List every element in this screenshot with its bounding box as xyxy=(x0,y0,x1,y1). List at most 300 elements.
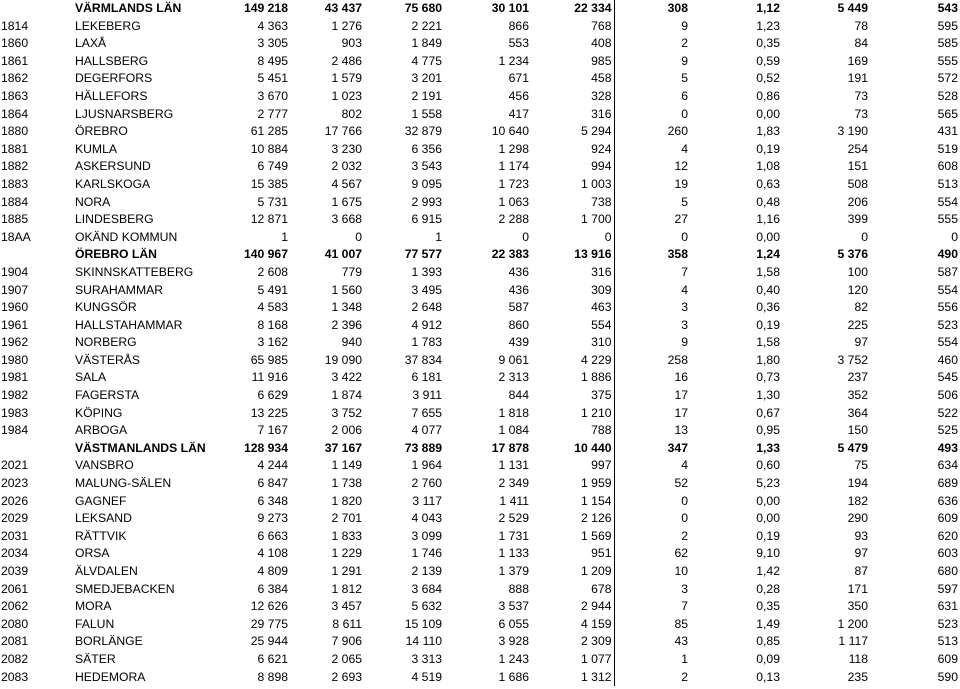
value-cell-9: 525 xyxy=(937,423,958,438)
municipality-name: KUNGSÖR xyxy=(75,300,137,315)
value-cell-4: 22 383 xyxy=(491,247,529,262)
value-cell-1: 9 273 xyxy=(257,511,288,526)
value-cell-1: 3 670 xyxy=(257,88,288,103)
value-cell-8: 118 xyxy=(848,651,868,666)
value-cell-1: 5 731 xyxy=(257,194,288,209)
value-cell-9: 523 xyxy=(937,616,958,631)
value-cell-8: 171 xyxy=(847,581,868,596)
value-cell-5: 4 229 xyxy=(531,352,614,370)
value-cell-5: 678 xyxy=(531,581,614,599)
municipality-code: 2083 xyxy=(1,669,29,684)
municipality-code xyxy=(0,440,72,458)
value-cell-7: 0,00 xyxy=(756,493,780,508)
value-cell-2: 1 348 xyxy=(331,300,362,315)
table-row xyxy=(0,545,960,563)
table-row xyxy=(0,475,960,493)
table-row xyxy=(0,457,960,475)
municipality-code: 1982 xyxy=(1,388,29,403)
value-cell-8: 97 xyxy=(854,546,868,561)
value-cell-6: 3 xyxy=(681,317,688,332)
value-cell-7: 0,48 xyxy=(756,194,780,209)
value-cell-4: 1 234 xyxy=(498,53,529,68)
value-cell-6: 258 xyxy=(667,352,688,367)
value-cell-3: 1 558 xyxy=(411,106,442,121)
value-cell-6: 0 xyxy=(681,511,688,526)
municipality-name: RÄTTVIK xyxy=(75,528,127,543)
value-cell-5: 1 154 xyxy=(531,493,614,511)
value-cell-2: 1 738 xyxy=(331,476,362,491)
value-cell-1: 3 162 xyxy=(257,335,288,350)
municipality-code: 2039 xyxy=(1,564,29,578)
value-cell-7: 0,19 xyxy=(756,528,780,543)
value-cell-2: 2 486 xyxy=(331,53,362,68)
municipality-code: 1862 xyxy=(1,71,29,86)
value-cell-1: 25 944 xyxy=(250,634,288,649)
value-cell-4: 844 xyxy=(508,388,529,403)
value-cell-9: 631 xyxy=(937,599,958,614)
value-cell-2: 1 579 xyxy=(331,71,362,86)
value-cell-7: 1,30 xyxy=(756,388,780,403)
value-cell-3: 9 095 xyxy=(411,176,442,191)
municipality-code: 1860 xyxy=(1,36,29,51)
value-cell-4: 0 xyxy=(522,229,529,244)
value-cell-2: 3 457 xyxy=(331,599,362,614)
value-cell-4: 436 xyxy=(508,264,529,279)
value-cell-5: 2 126 xyxy=(531,510,614,528)
value-cell-2: 3 230 xyxy=(331,141,362,156)
value-cell-5: 13 916 xyxy=(531,246,614,264)
value-cell-9: 597 xyxy=(937,581,958,596)
value-cell-8: 350 xyxy=(847,599,868,614)
value-cell-1: 6 621 xyxy=(257,651,288,666)
table-row xyxy=(0,194,960,212)
value-cell-3: 7 655 xyxy=(411,405,442,420)
value-cell-2: 2 693 xyxy=(331,669,362,684)
value-cell-4: 1 686 xyxy=(498,669,529,684)
municipality-code: 1983 xyxy=(1,405,29,420)
value-cell-6: 3 xyxy=(681,300,688,315)
value-cell-8: 194 xyxy=(847,476,868,491)
municipality-name: VANSBRO xyxy=(75,458,134,473)
municipality-name: SALA xyxy=(75,370,107,385)
table-row xyxy=(0,106,960,124)
municipality-name: LEKSAND xyxy=(75,511,132,526)
value-cell-3: 3 543 xyxy=(411,159,442,174)
value-cell-3: 1 393 xyxy=(411,264,442,279)
value-cell-4: 1 818 xyxy=(498,405,529,420)
municipality-name: BORLÄNGE xyxy=(75,634,143,649)
value-cell-7: 1,49 xyxy=(756,616,780,631)
municipality-code: 2023 xyxy=(1,476,29,491)
value-cell-6: 2 xyxy=(681,669,688,684)
value-cell-6: 85 xyxy=(674,616,688,631)
value-cell-8: 75 xyxy=(854,458,868,473)
value-cell-3: 3 911 xyxy=(412,388,442,403)
value-cell-1: 6 629 xyxy=(257,388,288,403)
value-cell-5: 1 210 xyxy=(531,405,614,423)
value-cell-3: 4 912 xyxy=(411,317,442,332)
value-cell-7: 0,52 xyxy=(756,71,780,86)
value-cell-1: 11 916 xyxy=(251,370,288,385)
value-cell-7: 0,35 xyxy=(756,599,780,614)
value-cell-1: 12 626 xyxy=(250,599,288,614)
value-cell-5: 309 xyxy=(531,282,614,300)
municipality-code: 1904 xyxy=(1,264,29,279)
value-cell-7: 1,83 xyxy=(756,124,780,139)
value-cell-7: 9,10 xyxy=(756,546,780,561)
value-cell-5: 375 xyxy=(531,387,614,405)
value-cell-4: 439 xyxy=(508,335,529,350)
value-cell-4: 456 xyxy=(508,88,529,103)
value-cell-8: 73 xyxy=(854,106,868,121)
value-cell-9: 565 xyxy=(937,106,958,121)
value-cell-7: 0,35 xyxy=(756,36,780,51)
value-cell-9: 585 xyxy=(937,36,958,51)
value-cell-3: 6 356 xyxy=(411,141,442,156)
municipality-name: LJUSNARSBERG xyxy=(75,106,174,121)
value-cell-1: 4 809 xyxy=(257,564,288,578)
value-cell-7: 0,09 xyxy=(756,651,780,666)
value-cell-3: 3 099 xyxy=(411,528,442,543)
table-row xyxy=(0,369,960,387)
value-cell-9: 620 xyxy=(937,528,958,543)
municipality-name: SURAHAMMAR xyxy=(75,282,164,297)
value-cell-9: 493 xyxy=(937,440,958,455)
value-cell-2: 1 149 xyxy=(331,458,362,473)
value-cell-1: 2 777 xyxy=(257,106,288,121)
value-cell-7: 1,16 xyxy=(756,212,780,227)
table-row xyxy=(0,88,960,106)
value-cell-1: 5 491 xyxy=(257,282,288,297)
value-cell-7: 0,00 xyxy=(756,229,780,244)
value-cell-8: 235 xyxy=(847,669,868,684)
value-cell-6: 12 xyxy=(674,159,688,174)
table-row xyxy=(0,510,960,528)
value-cell-2: 17 766 xyxy=(324,124,362,139)
value-cell-9: 689 xyxy=(937,476,958,491)
municipality-code: 1814 xyxy=(1,18,29,33)
value-cell-7: 0,19 xyxy=(756,317,780,332)
municipality-name: SMEDJEBACKEN xyxy=(75,581,175,596)
value-cell-6: 43 xyxy=(674,634,688,649)
table-row xyxy=(0,387,960,405)
value-cell-7: 1,58 xyxy=(756,335,780,350)
municipality-name: GAGNEF xyxy=(75,493,127,508)
value-cell-8: 150 xyxy=(847,423,868,438)
value-cell-1: 8 495 xyxy=(257,53,288,68)
municipality-code: 2081 xyxy=(1,634,29,649)
value-cell-3: 4 077 xyxy=(411,423,442,438)
value-cell-2: 1 560 xyxy=(331,282,362,297)
value-cell-4: 860 xyxy=(508,317,529,332)
municipality-code: 2031 xyxy=(1,528,29,543)
value-cell-9: 513 xyxy=(937,634,958,649)
municipality-code: 1864 xyxy=(1,106,29,121)
municipality-code xyxy=(0,246,72,264)
value-cell-8: 78 xyxy=(854,18,868,33)
value-cell-7: 0,85 xyxy=(756,634,780,649)
value-cell-4: 1 063 xyxy=(498,194,529,209)
value-cell-2: 1 833 xyxy=(331,528,362,543)
county-name: VÄSTMANLANDS LÄN xyxy=(75,440,206,455)
value-cell-8: 254 xyxy=(847,141,868,156)
value-cell-1: 12 871 xyxy=(250,212,288,227)
value-cell-7: 0,60 xyxy=(756,458,780,473)
municipality-name: HALLSTAHAMMAR xyxy=(75,317,183,332)
value-cell-1: 6 384 xyxy=(257,581,288,596)
municipality-code: 2082 xyxy=(1,651,29,666)
value-cell-3: 4 519 xyxy=(411,669,442,684)
value-cell-5: 316 xyxy=(531,264,614,282)
value-cell-2: 2 006 xyxy=(331,423,362,438)
value-cell-2: 1 229 xyxy=(331,546,362,561)
value-cell-6: 16 xyxy=(674,370,688,385)
value-cell-4: 9 061 xyxy=(498,352,529,367)
value-cell-3: 3 684 xyxy=(411,581,442,596)
value-cell-9: 460 xyxy=(937,352,958,367)
table-row xyxy=(0,53,960,71)
value-cell-2: 7 906 xyxy=(331,634,362,649)
table-row xyxy=(0,158,960,176)
municipality-name: LINDESBERG xyxy=(75,212,154,227)
value-cell-6: 4 xyxy=(681,141,688,156)
value-cell-6: 4 xyxy=(681,282,688,297)
value-cell-5: 768 xyxy=(531,18,614,36)
value-cell-3: 3 201 xyxy=(411,71,442,86)
value-cell-5: 1 700 xyxy=(531,211,614,229)
value-cell-9: 609 xyxy=(937,511,958,526)
value-cell-2: 3 422 xyxy=(331,370,362,385)
value-cell-3: 32 879 xyxy=(404,124,442,139)
value-cell-2: 37 167 xyxy=(324,440,362,455)
value-cell-9: 587 xyxy=(937,264,958,279)
value-cell-6: 1 xyxy=(681,651,688,666)
value-cell-4: 3 537 xyxy=(498,599,529,614)
value-cell-3: 2 648 xyxy=(411,300,442,315)
value-cell-2: 1 291 xyxy=(331,564,362,578)
value-cell-9: 556 xyxy=(937,300,958,315)
value-cell-6: 7 xyxy=(681,599,688,614)
value-cell-3: 2 191 xyxy=(411,88,442,103)
value-cell-4: 2 349 xyxy=(498,476,529,491)
value-cell-3: 1 xyxy=(435,229,442,244)
value-cell-8: 0 xyxy=(861,229,868,244)
value-cell-4: 587 xyxy=(508,300,529,315)
table-row xyxy=(0,35,960,53)
municipality-name: LEKEBERG xyxy=(75,18,141,33)
value-cell-5: 328 xyxy=(531,88,614,106)
value-cell-5: 316 xyxy=(531,106,614,124)
table-row xyxy=(0,70,960,88)
value-cell-5: 554 xyxy=(531,317,614,335)
value-cell-8: 100 xyxy=(847,264,868,279)
municipality-name: ARBOGA xyxy=(75,423,128,438)
value-cell-7: 1,33 xyxy=(756,440,780,455)
municipality-code: 1880 xyxy=(1,124,29,139)
value-cell-1: 128 934 xyxy=(243,440,288,455)
table-row xyxy=(0,141,960,159)
value-cell-4: 1 379 xyxy=(498,564,529,578)
value-cell-2: 2 396 xyxy=(331,317,362,332)
value-cell-5: 924 xyxy=(531,141,614,159)
value-cell-2: 1 276 xyxy=(331,18,362,33)
value-cell-2: 8 611 xyxy=(332,616,362,631)
value-cell-8: 3 752 xyxy=(837,352,868,367)
value-cell-1: 149 218 xyxy=(243,1,288,15)
value-cell-4: 30 101 xyxy=(491,1,529,15)
value-cell-3: 77 577 xyxy=(404,247,442,262)
table-row xyxy=(0,405,960,423)
value-cell-5: 1 569 xyxy=(531,528,614,546)
value-cell-1: 4 108 xyxy=(257,546,288,561)
value-cell-5: 994 xyxy=(531,158,614,176)
value-cell-5: 1 077 xyxy=(531,651,614,669)
value-cell-1: 3 305 xyxy=(257,36,288,51)
value-cell-1: 8 168 xyxy=(257,317,288,332)
value-cell-2: 779 xyxy=(341,264,362,279)
value-cell-6: 9 xyxy=(681,335,688,350)
value-cell-3: 1 783 xyxy=(411,335,442,350)
value-cell-1: 7 167 xyxy=(257,423,288,438)
value-cell-2: 43 437 xyxy=(324,1,362,15)
value-cell-7: 1,08 xyxy=(756,159,780,174)
value-cell-4: 436 xyxy=(508,282,529,297)
value-cell-9: 523 xyxy=(937,317,958,332)
value-cell-9: 554 xyxy=(937,194,958,209)
municipality-code: 1863 xyxy=(1,88,29,103)
value-cell-6: 2 xyxy=(681,528,688,543)
municipality-name: SÄTER xyxy=(75,651,116,666)
value-cell-6: 2 xyxy=(681,36,688,51)
value-cell-9: 543 xyxy=(937,1,958,15)
value-cell-5: 22 334 xyxy=(531,0,614,18)
value-cell-6: 4 xyxy=(681,458,688,473)
value-cell-7: 0,67 xyxy=(756,405,780,420)
value-cell-2: 1 874 xyxy=(331,388,362,403)
value-cell-9: 554 xyxy=(937,282,958,297)
value-cell-4: 2 529 xyxy=(498,511,529,526)
value-cell-4: 417 xyxy=(508,106,529,121)
table-row xyxy=(0,299,960,317)
value-cell-1: 6 663 xyxy=(257,528,288,543)
table-row xyxy=(0,317,960,335)
value-cell-1: 10 884 xyxy=(250,141,288,156)
table-row xyxy=(0,211,960,229)
value-cell-6: 62 xyxy=(674,546,688,561)
municipality-name: NORBERG xyxy=(75,335,137,350)
municipality-code: 1861 xyxy=(1,53,29,68)
value-cell-6: 52 xyxy=(674,476,688,491)
value-cell-4: 1 131 xyxy=(498,458,529,473)
table-row xyxy=(0,176,960,194)
municipality-code: 1960 xyxy=(1,300,29,315)
value-cell-9: 603 xyxy=(937,546,958,561)
value-cell-4: 888 xyxy=(508,581,529,596)
value-cell-6: 17 xyxy=(674,405,688,420)
municipality-code: 1984 xyxy=(1,423,29,438)
value-cell-9: 431 xyxy=(937,124,958,139)
value-cell-6: 3 xyxy=(681,581,688,596)
value-cell-4: 3 928 xyxy=(498,634,529,649)
value-cell-4: 1 174 xyxy=(498,159,529,174)
value-cell-3: 3 495 xyxy=(411,282,442,297)
value-cell-9: 519 xyxy=(937,141,958,156)
value-cell-7: 1,24 xyxy=(756,247,780,262)
value-cell-3: 73 889 xyxy=(404,440,442,455)
value-cell-6: 10 xyxy=(674,564,688,578)
value-cell-9: 590 xyxy=(937,669,958,684)
value-cell-5: 951 xyxy=(531,545,614,563)
municipality-name: OKÄND KOMMUN xyxy=(75,229,178,244)
value-cell-4: 1 731 xyxy=(498,528,529,543)
value-cell-6: 347 xyxy=(667,440,688,455)
value-cell-7: 0,63 xyxy=(756,176,780,191)
value-cell-8: 352 xyxy=(847,388,868,403)
value-cell-2: 2 701 xyxy=(331,511,362,526)
value-cell-5: 10 440 xyxy=(531,440,614,458)
value-cell-1: 4 583 xyxy=(257,300,288,315)
value-cell-8: 87 xyxy=(854,564,868,578)
value-cell-2: 0 xyxy=(355,229,362,244)
value-cell-1: 6 847 xyxy=(257,476,288,491)
value-cell-7: 0,13 xyxy=(756,669,780,684)
municipality-code: 2021 xyxy=(1,458,29,473)
value-cell-3: 37 834 xyxy=(404,352,442,367)
value-cell-7: 0,00 xyxy=(756,511,780,526)
value-cell-5: 0 xyxy=(531,229,614,247)
value-cell-4: 1 723 xyxy=(498,176,529,191)
value-cell-1: 15 385 xyxy=(250,176,288,191)
value-cell-7: 1,12 xyxy=(756,1,780,15)
municipality-name: FAGERSTA xyxy=(75,388,140,403)
municipality-name: MORA xyxy=(75,599,112,614)
value-cell-8: 182 xyxy=(847,493,868,508)
municipality-code: 2034 xyxy=(1,546,29,561)
value-cell-2: 2 032 xyxy=(331,159,362,174)
table-row xyxy=(0,334,960,352)
value-cell-8: 5 449 xyxy=(837,1,868,15)
value-cell-5: 1 209 xyxy=(531,563,614,581)
value-cell-3: 1 964 xyxy=(411,458,442,473)
value-cell-1: 140 967 xyxy=(243,247,288,262)
value-cell-2: 3 752 xyxy=(331,405,362,420)
value-cell-8: 5 376 xyxy=(837,247,868,262)
value-cell-2: 802 xyxy=(341,106,362,121)
value-cell-4: 17 878 xyxy=(491,440,529,455)
municipality-code: 1882 xyxy=(1,159,29,174)
value-cell-2: 4 567 xyxy=(331,176,362,191)
value-cell-9: 595 xyxy=(937,18,958,33)
municipality-name: HEDEMORA xyxy=(75,669,146,684)
value-cell-8: 84 xyxy=(854,36,868,51)
municipality-code xyxy=(0,0,72,18)
value-cell-5: 1 886 xyxy=(531,369,614,387)
value-cell-6: 17 xyxy=(674,388,688,403)
municipality-code: 2062 xyxy=(1,599,29,614)
value-cell-9: 608 xyxy=(937,159,958,174)
value-cell-8: 82 xyxy=(854,300,868,315)
value-cell-8: 93 xyxy=(854,528,868,543)
value-cell-2: 1 023 xyxy=(331,88,362,103)
value-cell-7: 0,73 xyxy=(756,370,780,385)
table-row xyxy=(0,282,960,300)
municipality-name: KARLSKOGA xyxy=(75,176,151,191)
table-row xyxy=(0,528,960,546)
value-cell-8: 225 xyxy=(847,317,868,332)
value-cell-9: 609 xyxy=(937,651,958,666)
value-cell-8: 508 xyxy=(847,176,868,191)
value-cell-2: 1 820 xyxy=(331,493,362,508)
